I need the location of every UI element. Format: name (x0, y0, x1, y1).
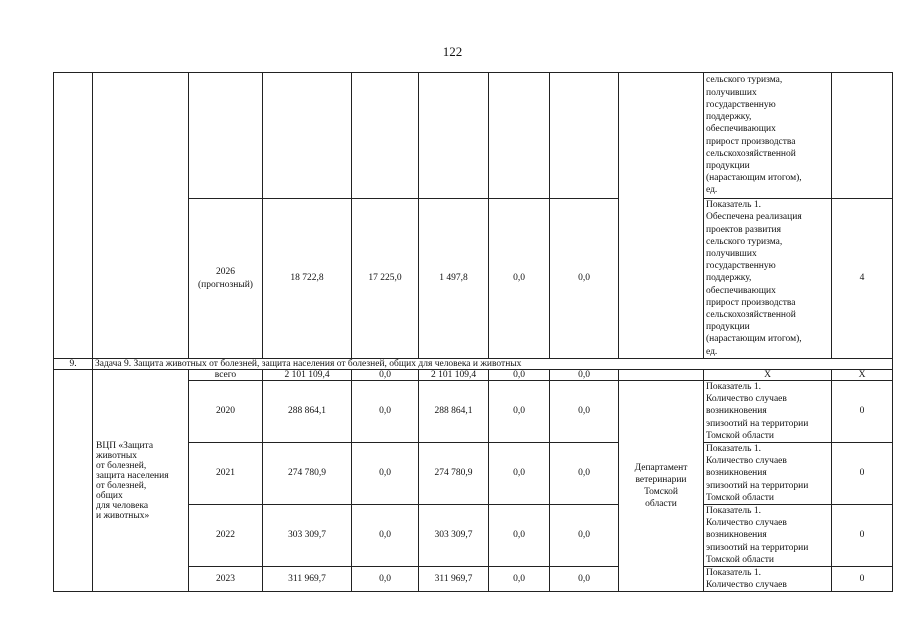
total-cell: 288 864,1 (263, 381, 352, 443)
table-row (54, 73, 893, 199)
federal-cell: 0,0 (352, 381, 419, 443)
local-cell: 0,0 (489, 505, 550, 567)
regional-cell: 303 309,7 (419, 505, 489, 567)
cell-total (263, 73, 352, 199)
year-cell: 2021 (189, 443, 263, 505)
local-cell: 0,0 (489, 443, 550, 505)
federal-cell: 0,0 (352, 505, 419, 567)
cell-num (54, 73, 93, 359)
cell-value (832, 73, 893, 199)
cell-fed (352, 73, 419, 199)
total-cell: 274 780,9 (263, 443, 352, 505)
federal-cell: 0,0 (352, 443, 419, 505)
year-cell: всего (189, 370, 263, 381)
regional-cell: 2 101 109,4 (419, 370, 489, 381)
task-row (54, 359, 893, 370)
program-table (53, 72, 893, 592)
other-cell: 0,0 (550, 199, 619, 359)
indicator-cell: Показатель 1. Обеспечена реализация проектов развития сельского туризма, получивших государственную поддержку, обеспечивающих прирост производства сельскохозяйственной продукции (нарастающим итогом), ед. (704, 199, 832, 359)
cell-executor (619, 73, 704, 359)
year-cell: 2023 (189, 567, 263, 592)
other-cell: 0,0 (550, 370, 619, 381)
other-cell: 0,0 (550, 505, 619, 567)
indicator-cell: сельского туризма, получивших государственную поддержку, обеспечивающих прирост производства сельскохозяйственной продукции (нарастающим итогом), ед. (704, 73, 832, 199)
value-cell: 0 (832, 443, 893, 505)
other-cell: 0,0 (550, 567, 619, 592)
local-cell: 0,0 (489, 381, 550, 443)
cell-reg (419, 73, 489, 199)
indicator-cell: Показатель 1. Количество случаев возникновения эпизоотий на территории Томской области (704, 443, 832, 505)
cell-year (189, 73, 263, 199)
indicator-cell: X (704, 370, 832, 381)
task-title: Задача 9. Защита животных от болезней, защита населения от болезней, общих для человека и животных (93, 359, 893, 370)
cell-name (93, 73, 189, 359)
executor-cell: Департамент ветеринарии Томской области (619, 381, 704, 592)
total-cell: 18 722,8 (263, 199, 352, 359)
cell-num (54, 370, 93, 592)
value-cell: 4 (832, 199, 893, 359)
cell-loc (489, 73, 550, 199)
regional-cell: 1 497,8 (419, 199, 489, 359)
year-cell: 2020 (189, 381, 263, 443)
page-number: 122 (442, 44, 463, 59)
regional-cell: 274 780,9 (419, 443, 489, 505)
indicator-cell: Показатель 1. Количество случаев возникновения эпизоотий на территории Томской области (704, 381, 832, 443)
indicator-cell: Показатель 1. Количество случаев возникновения эпизоотий на территории Томской области (704, 505, 832, 567)
other-cell: 0,0 (550, 381, 619, 443)
local-cell: 0,0 (489, 199, 550, 359)
federal-cell: 17 225,0 (352, 199, 419, 359)
total-cell: 2 101 109,4 (263, 370, 352, 381)
value-cell: X (832, 370, 893, 381)
total-cell: 303 309,7 (263, 505, 352, 567)
federal-cell: 0,0 (352, 567, 419, 592)
program-name: ВЦП «Защита животных от болезней, защита населения от болезней, общих для человека и животных» (93, 370, 189, 592)
cell-executor (619, 370, 704, 381)
value-cell: 0 (832, 381, 893, 443)
year-cell: 2026 (прогнозный) (189, 199, 263, 359)
value-cell: 0 (832, 505, 893, 567)
local-cell: 0,0 (489, 370, 550, 381)
regional-cell: 288 864,1 (419, 381, 489, 443)
regional-cell: 311 969,7 (419, 567, 489, 592)
task-number: 9. (54, 359, 93, 370)
local-cell: 0,0 (489, 567, 550, 592)
federal-cell: 0,0 (352, 370, 419, 381)
year-cell: 2022 (189, 505, 263, 567)
total-cell: 311 969,7 (263, 567, 352, 592)
other-cell: 0,0 (550, 443, 619, 505)
indicator-cell: Показатель 1. Количество случаев (704, 567, 832, 592)
table-row (54, 370, 893, 381)
value-cell: 0 (832, 567, 893, 592)
cell-other (550, 73, 619, 199)
